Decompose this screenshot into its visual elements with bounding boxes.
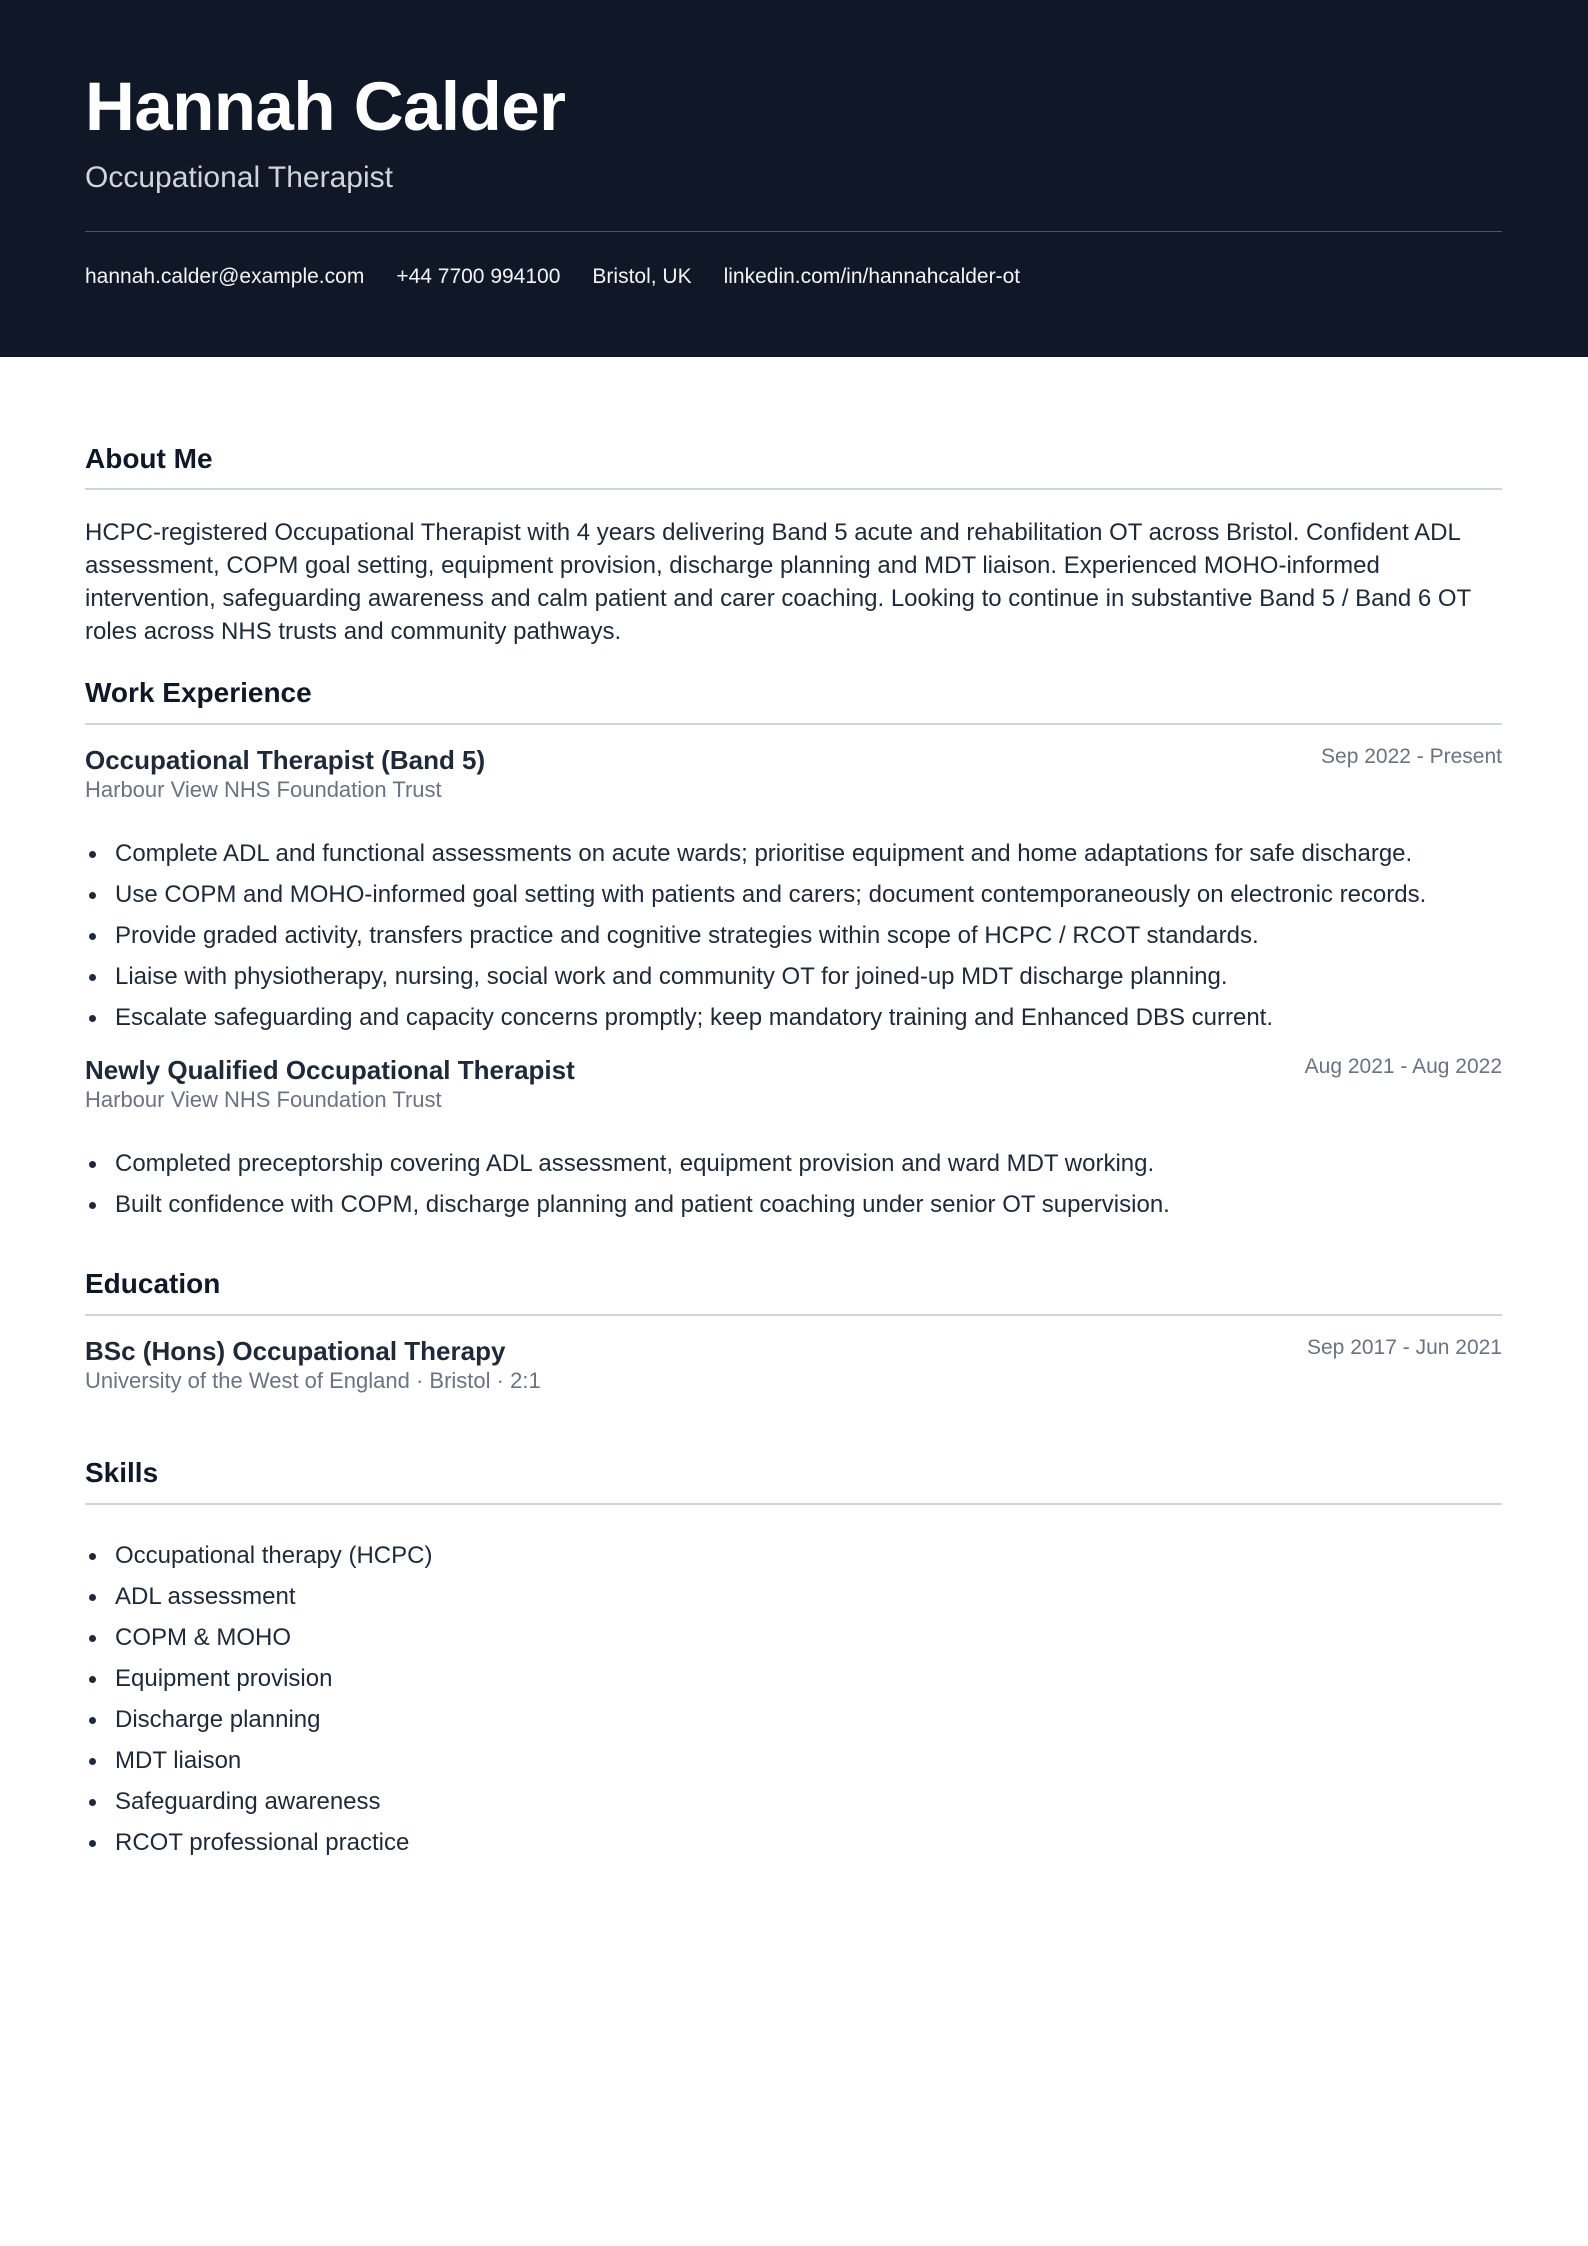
- skills-list: [85, 1535, 1505, 1863]
- contact-linkedin[interactable]: linkedin.com/in/hannahcalder-ot: [723, 265, 1021, 288]
- job-bullet: Liaise with physiotherapy, nursing, social work and community OT for joined-up MDT discharge planning.: [85, 956, 1505, 997]
- resume-header: [0, 0, 1588, 357]
- contact-phone[interactable]: +44 7700 994100: [396, 265, 561, 288]
- job-title: Newly Qualified Occupational Therapist: [85, 1055, 575, 1085]
- job-bullet: Provide graded activity, transfers practice and cognitive strategies within scope of HCPC / RCOT standards.: [85, 915, 1505, 956]
- about-section-title: About Me: [85, 443, 213, 474]
- header-divider: [85, 231, 1502, 232]
- job-organization: Harbour View NHS Foundation Trust: [85, 777, 442, 802]
- skill-item: COPM & MOHO: [85, 1617, 1505, 1658]
- contact-row: [85, 262, 1020, 292]
- about-text: HCPC-registered Occupational Therapist with 4 years delivering Band 5 acute and rehabilitation OT across Bristol. Confident ADL assessment, COPM goal setting, equipment provision, discharge planning and MDT liaison. Experienced MOHO-informed intervention, safeguarding awareness and calm patient and carer coaching. Looking to continue in substantive Band 5 / Band 6 OT roles across NHS trusts and community pathways.: [85, 519, 1471, 645]
- skill-item: Discharge planning: [85, 1699, 1505, 1740]
- skills-divider: [85, 1503, 1502, 1505]
- skill-item: Equipment provision: [85, 1658, 1505, 1699]
- job-bullets: [85, 833, 1505, 1038]
- job-bullet: Complete ADL and functional assessments on acute wards; prioritise equipment and home adaptations for safe discharge.: [85, 833, 1505, 874]
- job-organization: Harbour View NHS Foundation Trust: [85, 1087, 442, 1112]
- job-bullet: Escalate safeguarding and capacity concerns promptly; keep mandatory training and Enhanced DBS current.: [85, 997, 1505, 1038]
- experience-divider: [85, 723, 1502, 725]
- candidate-name: Hannah Calder: [85, 68, 566, 145]
- job-dates: Sep 2022 - Present: [1321, 745, 1502, 768]
- skills-section-title: Skills: [85, 1457, 159, 1488]
- job-bullet: Built confidence with COPM, discharge planning and patient coaching under senior OT supervision.: [85, 1184, 1505, 1225]
- degree-title: BSc (Hons) Occupational Therapy: [85, 1336, 506, 1366]
- skill-item: Occupational therapy (HCPC): [85, 1535, 1505, 1576]
- about-divider: [85, 488, 1502, 490]
- job-bullet: Completed preceptorship covering ADL assessment, equipment provision and ward MDT working.: [85, 1143, 1505, 1184]
- contact-email[interactable]: hannah.calder@example.com: [85, 265, 365, 288]
- education-details: University of the West of England · Bristol · 2:1: [85, 1368, 541, 1393]
- education-dates: Sep 2017 - Jun 2021: [1307, 1336, 1502, 1359]
- candidate-role: Occupational Therapist: [85, 161, 393, 194]
- job-dates: Aug 2021 - Aug 2022: [1304, 1055, 1502, 1078]
- skill-item: RCOT professional practice: [85, 1822, 1505, 1863]
- education-divider: [85, 1314, 1502, 1316]
- skill-item: ADL assessment: [85, 1576, 1505, 1617]
- skill-item: MDT liaison: [85, 1740, 1505, 1781]
- job-bullet: Use COPM and MOHO-informed goal setting with patients and carers; document contemporaneously on electronic records.: [85, 874, 1505, 915]
- job-title: Occupational Therapist (Band 5): [85, 745, 486, 775]
- contact-location: Bristol, UK: [592, 265, 692, 288]
- education-section-title: Education: [85, 1268, 221, 1299]
- job-bullets: [85, 1143, 1505, 1225]
- skill-item: Safeguarding awareness: [85, 1781, 1505, 1822]
- experience-section-title: Work Experience: [85, 677, 312, 708]
